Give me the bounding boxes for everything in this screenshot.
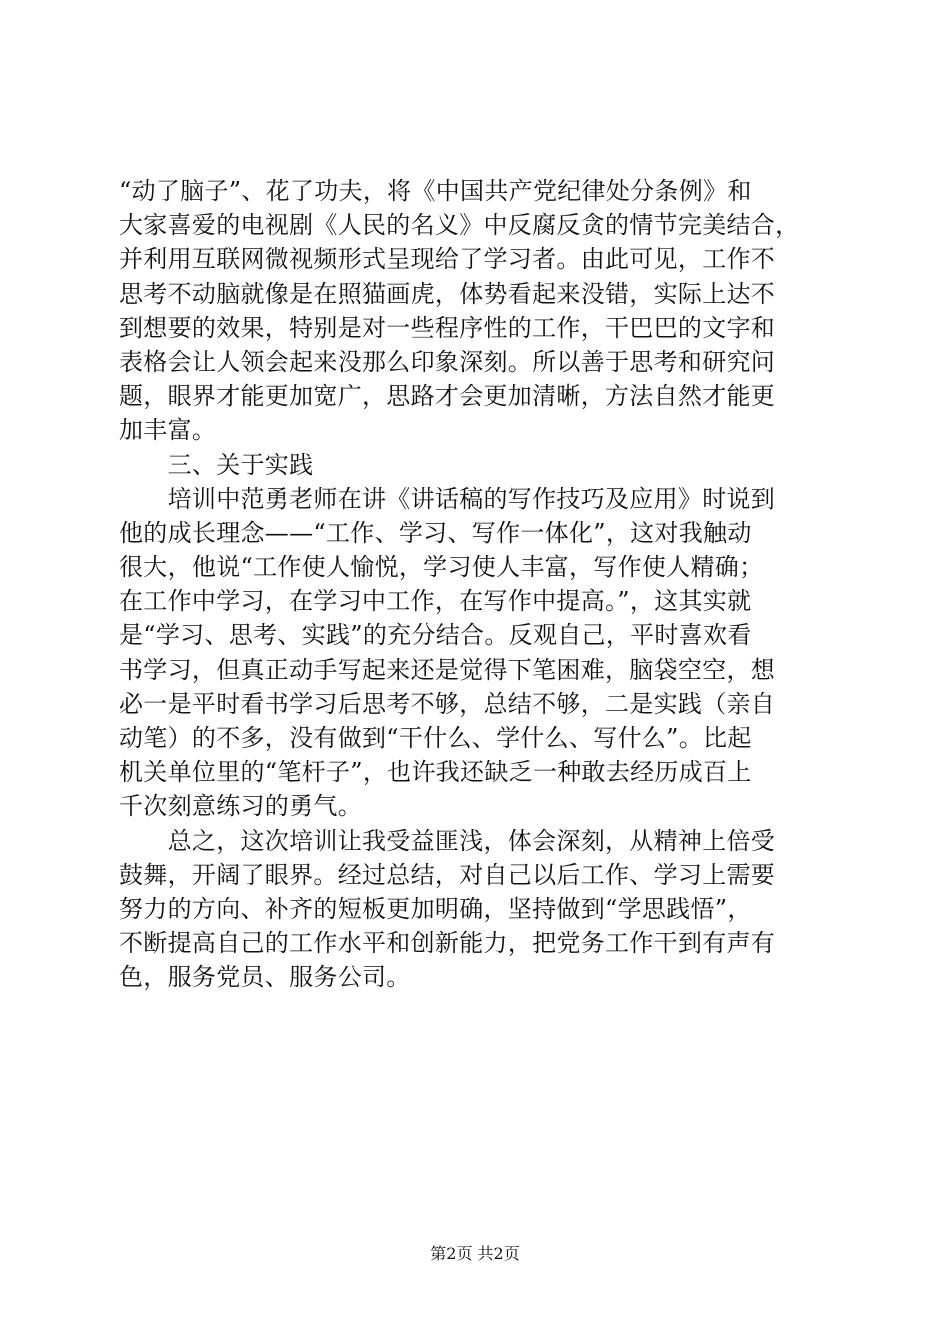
text-line: 总之，这次培训让我受益匪浅，体会深刻，从精神上倍受 [119,826,776,855]
text-line: 在工作中学习，在学习中工作，在写作中提高。”，这其实就 [119,587,752,616]
text-line: 色，服务党员、服务公司。 [119,963,411,992]
text-line: “动了脑子”、花了功夫，将《中国共产党纪律处分条例》和 [119,177,752,205]
text-line: 千次刻意练习的勇气。 [119,792,362,821]
text-line: 并利用互联网微视频形式呈现给了学习者。由此可见，工作不 [119,245,776,274]
text-line: 努力的方向、补齐的短板更加明确，坚持做到“学思践悟”， [119,894,752,923]
text-line: 大家喜爱的电视剧《人民的名义》中反腐反贪的情节完美结合， [119,211,800,240]
text-line: 到想要的效果，特别是对一些程序性的工作，干巴巴的文字和 [119,313,776,342]
text-line: 加丰富。 [119,416,217,445]
text-line: 鼓舞，开阔了眼界。经过总结，对自己以后工作、学习上需要 [119,860,776,889]
text-line: 书学习，但真正动手写起来还是觉得下笔困难，脑袋空空，想 [119,655,776,684]
text-line: 表格会让人领会起来没那么印象深刻。所以善于思考和研究问 [119,347,776,376]
text-line: 思考不动脑就像是在照猫画虎，体势看起来没错，实际上达不 [119,279,776,308]
text-line: 机关单位里的“笔杆子”，也许我还缺乏一种敢去经历成百上 [119,758,752,787]
page-number-footer: 第2页 共2页 [430,1244,520,1263]
text-line: 必一是平时看书学习后思考不够，总结不够，二是实践（亲自 [119,689,776,718]
document-body [119,174,839,995]
text-line: 很大，他说“工作使人愉悦，学习使人丰富，写作使人精确； [119,553,764,582]
text-line: 培训中范勇老师在讲《讲话稿的写作技巧及应用》时说到 [119,484,776,513]
text-line: 题，眼界才能更加宽广，思路才会更加清晰，方法自然才能更 [119,382,776,411]
text-line: 不断提高自己的工作水平和创新能力，把党务工作干到有声有 [119,929,776,958]
text-line: 他的成长理念——“工作、学习、写作一体化”，这对我触动 [119,518,752,547]
text-line: 动笔）的不多，没有做到“干什么、学什么、写什么”。比起 [119,724,752,752]
text-line: 是“学习、思考、实践”的充分结合。反观自己，平时喜欢看 [119,621,752,650]
section-heading: 三、关于实践 [119,450,314,479]
